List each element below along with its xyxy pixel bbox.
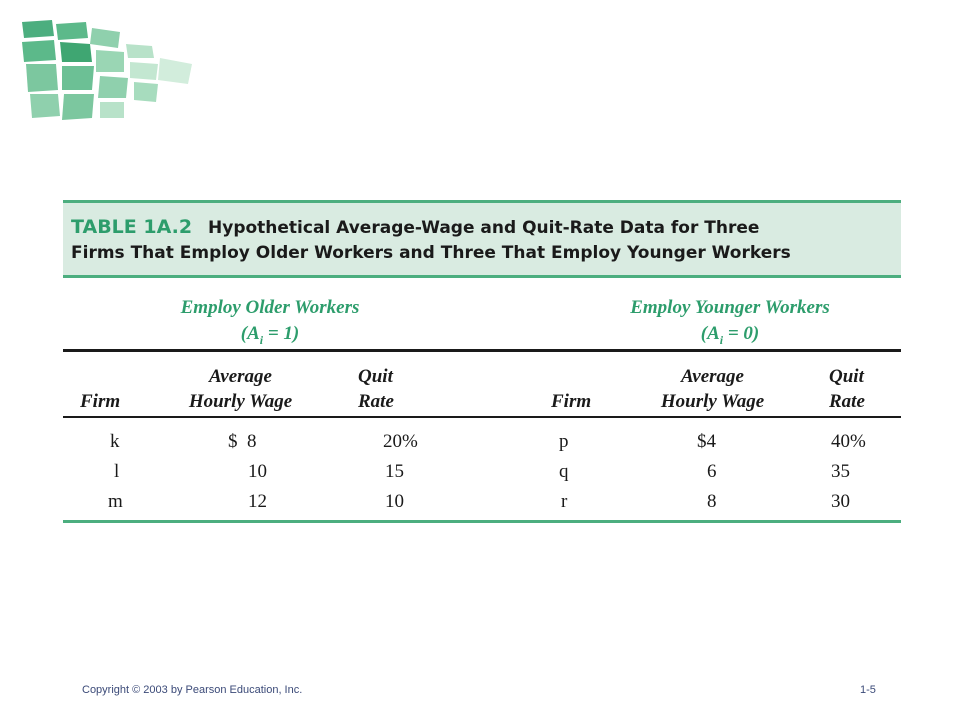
header-rule [63,349,901,352]
column-rule [63,416,901,418]
younger-firm-q: q [559,461,569,482]
table-bottom-rule [63,520,901,523]
page-number: 1-5 [860,684,876,696]
publisher-logo [20,18,200,128]
younger-quit-r: 30 [831,491,850,512]
col-firm-older: Firm [80,391,121,412]
younger-wage-q: 6 [707,461,717,482]
table-title-line1: Hypothetical Average-Wage and Quit-Rate Data for Three [208,218,760,238]
col-quit-older: Quit Rate [358,366,394,412]
older-firm-k: k [110,431,120,452]
logo-tiles [22,20,192,120]
group-title-older: Employ Older Workers [180,297,360,318]
group-header-younger [570,295,890,353]
older-wage-m: 12 [248,491,267,512]
group-var-younger: $(A_i = 0)$ [700,323,760,347]
copyright-notice: Copyright © 2003 by Pearson Education, Inc. [82,684,303,696]
younger-wage-r: 8 [707,491,717,512]
col-wage-younger: Average Hourly Wage [660,366,765,412]
older-quit-m: 10 [385,491,404,512]
group-header-older [110,295,430,353]
younger-quit-q: 35 [831,461,850,482]
col-wage-older: Average Hourly Wage [188,366,293,412]
group-var-older: $(A_i = 1)$ [240,323,300,347]
older-wage-k: $ 8 [228,431,257,452]
group-title-younger: Employ Younger Workers [630,297,830,318]
younger-firm-r: r [561,491,568,512]
older-wage-l: 10 [248,461,267,482]
younger-wage-p: $4 [697,431,716,452]
younger-firm-p: p [559,431,569,452]
older-quit-l: 15 [385,461,404,482]
col-firm-younger: Firm [551,391,592,412]
older-quit-k: 20% [383,431,418,452]
table-label: TABLE 1A.2 [71,216,193,238]
older-firm-m: m [108,491,123,512]
older-firm-l: l [114,461,120,482]
table-caption [63,200,901,278]
table-title-line2: Firms That Employ Older Workers and Three That Employ Younger Workers [71,243,791,263]
col-quit-younger: Quit Rate [829,366,865,412]
younger-quit-p: 40% [831,431,866,452]
